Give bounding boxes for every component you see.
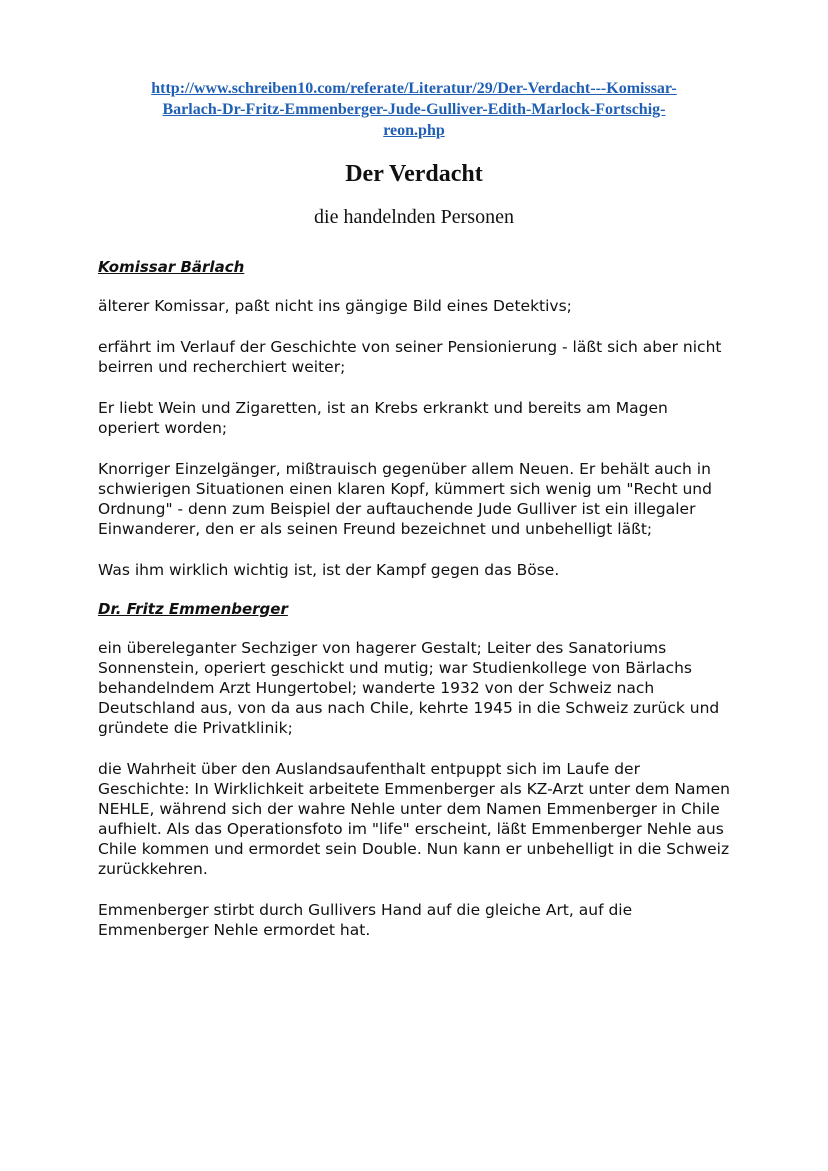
source-url-line-3: reon.php <box>383 122 445 139</box>
document-title: Der Verdacht <box>345 161 483 187</box>
section-heading-baerlach: Komissar Bärlach <box>98 258 245 276</box>
paragraph: Knorriger Einzelgänger, mißtrauisch gegenüber allem Neuen. Er behält auch in schwierigen Situationen einen klaren Kopf, kümmert sich wenig um "Recht und Ordnung" - denn zum Beispiel der auftauchende Jude Gulliver ist ein illegaler Einwanderer, den er als seinen Freund bezeichnet und unbehelligt läßt; <box>98 460 712 538</box>
paragraph: erfährt im Verlauf der Geschichte von seiner Pensionierung - läßt sich aber nicht beirren und recherchiert weiter; <box>98 338 722 376</box>
paragraph: Was ihm wirklich wichtig ist, ist der Kampf gegen das Böse. <box>98 561 560 579</box>
document-subtitle: die handelnden Personen <box>314 206 514 228</box>
paragraph: ein übereleganter Sechziger von hagerer Gestalt; Leiter des Sanatoriums Sonnenstein, operiert geschickt und mutig; war Studienkollege von Bärlachs behandelndem Arzt Hungertobel; wanderte 1932 von der Schweiz nach Deutschland aus, von da aus nach Chile, kehrte 1945 in die Schweiz zurück und gründete die Privatklinik; <box>98 639 720 737</box>
source-url-line-2: Barlach-Dr-Fritz-Emmenberger-Jude-Gulliver-Edith-Marlock-Fortschig- <box>162 101 666 118</box>
source-url-line-1: http://www.schreiben10.com/referate/Literatur/29/Der-Verdacht---Komissar- <box>151 80 677 97</box>
paragraph: die Wahrheit über den Auslandsaufenthalt entpuppt sich im Laufe der Geschichte: In Wirklichkeit arbeitete Emmenberger als KZ-Arzt unter dem Namen NEHLE, während sich der wahre Nehle unter dem Namen Emmenberger in Chile aufhielt. Als das Operationsfoto im "life" erscheint, läßt Emmenberger Nehle aus Chile kommen und ermordet sein Double. Nun kann er unbehelligt in die Schweiz zurückkehren. <box>98 760 730 878</box>
section-heading-emmenberger: Dr. Fritz Emmenberger <box>98 600 288 618</box>
paragraph: Emmenberger stirbt durch Gullivers Hand auf die gleiche Art, auf die Emmenberger Nehle ermordet hat. <box>98 901 633 939</box>
paragraph: Er liebt Wein und Zigaretten, ist an Krebs erkrankt und bereits am Magen operiert worden; <box>98 399 668 437</box>
paragraph: älterer Komissar, paßt nicht ins gängige Bild eines Detektivs; <box>98 297 572 315</box>
source-link[interactable] <box>104 78 724 141</box>
